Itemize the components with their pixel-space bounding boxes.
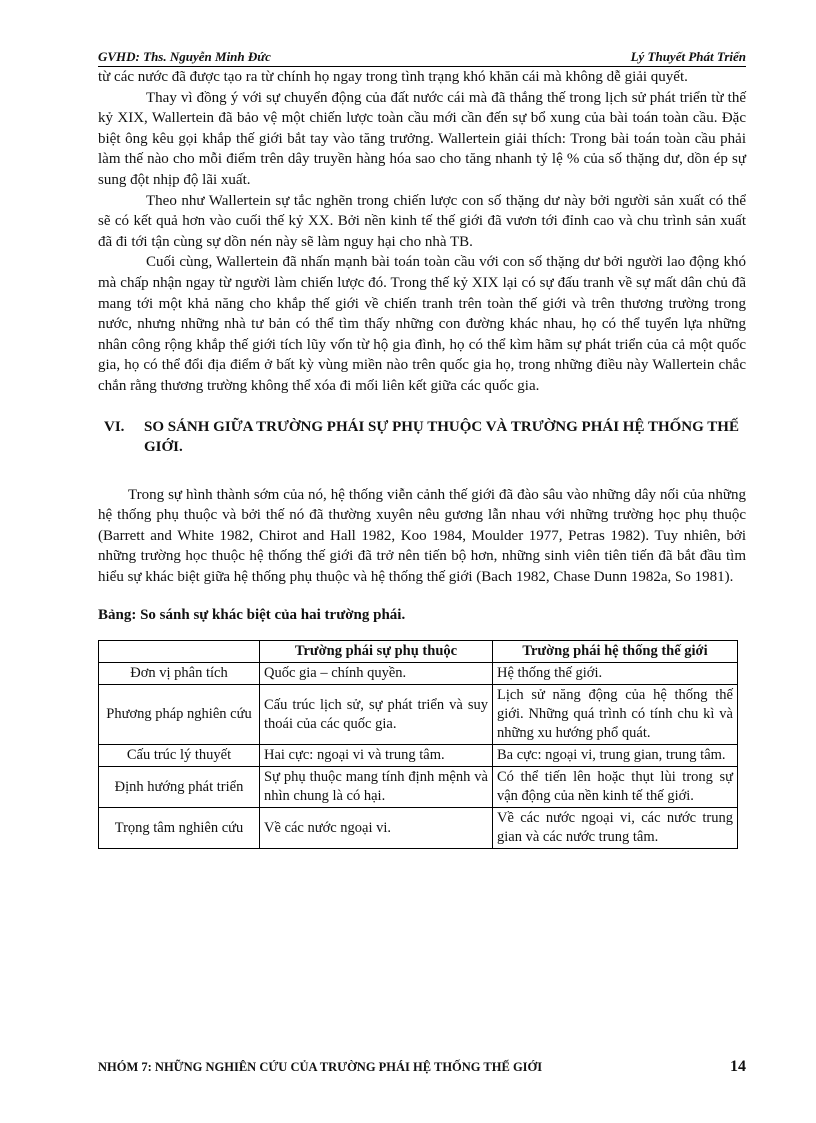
table-row bbox=[99, 685, 738, 745]
table-cell: Về các nước ngoại vi, các nước trung gian và các nước trung tâm. bbox=[493, 808, 738, 849]
table-row bbox=[99, 808, 738, 849]
paragraph: Theo như Wallertein sự tắc nghẽn trong chiến lược con số thặng dư này bởi người sản xuất có thể sẽ có kết quả hơn vào cuối thế kỷ XX. Bởi nền kinh tế thế giới đã vươn tới đỉnh cao và chu trình sản xuất đã đi tới tận cùng sự dồn nén này sẽ làm nguy hại cho nhà TB. bbox=[98, 192, 746, 250]
table-cell: Đơn vị phân tích bbox=[99, 663, 260, 685]
intro-paragraph: Trong sự hình thành sớm của nó, hệ thống viễn cảnh thế giới đã đào sâu vào những dây nối của những hệ thống phụ thuộc và bởi thế nó đã thường xuyên nêu gương lẫn nhau với những trường học phụ thuộc (Barrett and White 1982, Chirot and Hall 1982, Koo 1984, Moulder 1977, Petras 1982). Tuy nhiên, bởi những trường học thuộc hệ thống thế giới đã trở nên tiến bộ hơn, những sinh viên tiên tiến đã bắt đầu tìm hiểu sự khác biệt giữa hệ thống phụ thuộc và hệ thống thế giới (Bach 1982, Chase Dunn 1982a, So 1981). bbox=[98, 486, 746, 585]
page-header bbox=[98, 48, 746, 67]
table-header-row bbox=[99, 641, 738, 663]
header-instructor: GVHD: Ths. Nguyễn Minh Đức bbox=[98, 49, 271, 64]
table-row bbox=[99, 745, 738, 767]
paragraph: Cuối cùng, Wallertein đã nhấn mạnh bài toán toàn cầu với con số thặng dư bởi người lao động khó mà chấp nhận ngay từ người làm chiến lược đó. Trong thế kỷ XIX lại có sự đấu tranh về sự mất dân chủ đã mang tới một khả năng cho khắp thế giới về chiến tranh trên toàn thế giới và trên thương trường trong nước, nhưng những nhà tư bản có thể tìm thấy những con đường khác nhau, họ có thể tuyển lựa những nhân công rộng khắp thế giới tích lũy vốn từ hộ gia đình, họ có thể kìm hãm sự phát triển của cả một quốc gia, họ có thể đổi địa điểm ở bất kỳ vùng miền nào trên quốc gia họ, trong những điều này Wallertein chắc chắn rằng thương trường không thể xóa đi mối liên kết giữa các quốc gia. bbox=[98, 254, 746, 394]
page-footer bbox=[98, 1058, 746, 1076]
table-cell: Quốc gia – chính quyền. bbox=[260, 663, 493, 685]
table-row bbox=[99, 663, 738, 685]
table-cell: Phương pháp nghiên cứu bbox=[99, 685, 260, 745]
comparison-table bbox=[98, 640, 738, 849]
table-caption: Bảng: So sánh sự khác biệt của hai trường phái. bbox=[98, 607, 406, 624]
table-header-cell: Trường phái hệ thống thế giới bbox=[493, 641, 738, 663]
table-row bbox=[99, 767, 738, 808]
section-title: SO SÁNH GIỮA TRƯỜNG PHÁI SỰ PHỤ THUỘC VÀ TRƯỜNG PHÁI HỆ THỐNG THẾ GIỚI. bbox=[144, 418, 739, 455]
table-cell: Cấu trúc lịch sử, sự phát triển và suy thoái của các quốc gia. bbox=[260, 685, 493, 745]
document-page bbox=[98, 48, 746, 849]
header-subject: Lý Thuyết Phát Triển bbox=[630, 49, 746, 64]
table-cell: Có thể tiến lên hoặc thụt lùi trong sự vận động của nền kinh tế thế giới. bbox=[493, 767, 738, 808]
table-cell: Lịch sử năng động của hệ thống thế giới. Những quá trình có tính chu kì và những xu hướng phổ quát. bbox=[493, 685, 738, 745]
page-number: 14 bbox=[730, 1058, 746, 1075]
table-cell: Ba cực: ngoại vi, trung gian, trung tâm. bbox=[493, 745, 738, 767]
intro-block bbox=[98, 485, 746, 588]
body-paragraphs bbox=[98, 67, 746, 397]
table-cell: Trọng tâm nghiên cứu bbox=[99, 808, 260, 849]
table-cell: Về các nước ngoại vi. bbox=[260, 808, 493, 849]
paragraph: Thay vì đồng ý với sự chuyển động của đất nước cái mà đã thắng thế trong lịch sử phát triển từ thế kỷ XIX, Wallertein đã bảo vệ một chiến lược toàn cầu mới cần đến sự bổ xung của bài toán toàn cầu. Đặc biệt ông kêu gọi khắp thế giới bắt tay vào tăng trưởng. Wallertein giải thích: Trong bài toán toàn cầu phải làm thế nào cho mỗi điểm trên dây truyền hàng hóa sao cho tăng nhanh tỷ lệ % của số thặng dư, dồn ép sự sung đột nhịp độ lãi xuất. bbox=[98, 89, 746, 188]
table-cell: Hai cực: ngoại vi và trung tâm. bbox=[260, 745, 493, 767]
table-header-cell bbox=[99, 641, 260, 663]
paragraph: từ các nước đã được tạo ra từ chính họ ngay trong tình trạng khó khăn cái mà không dễ giải quyết. bbox=[98, 69, 688, 85]
table-cell: Định hướng phát triển bbox=[99, 767, 260, 808]
section-number: VI. bbox=[104, 418, 125, 435]
table-cell: Hệ thống thế giới. bbox=[493, 663, 738, 685]
table-cell: Cấu trúc lý thuyết bbox=[99, 745, 260, 767]
section-heading bbox=[98, 417, 746, 457]
footer-title: NHÓM 7: NHỮNG NGHIÊN CỨU CỦA TRƯỜNG PHÁI HỆ THỐNG THẾ GIỚI bbox=[98, 1059, 543, 1074]
table-cell: Sự phụ thuộc mang tính định mệnh và nhìn chung là có hại. bbox=[260, 767, 493, 808]
table-header-cell: Trường phái sự phụ thuộc bbox=[260, 641, 493, 663]
